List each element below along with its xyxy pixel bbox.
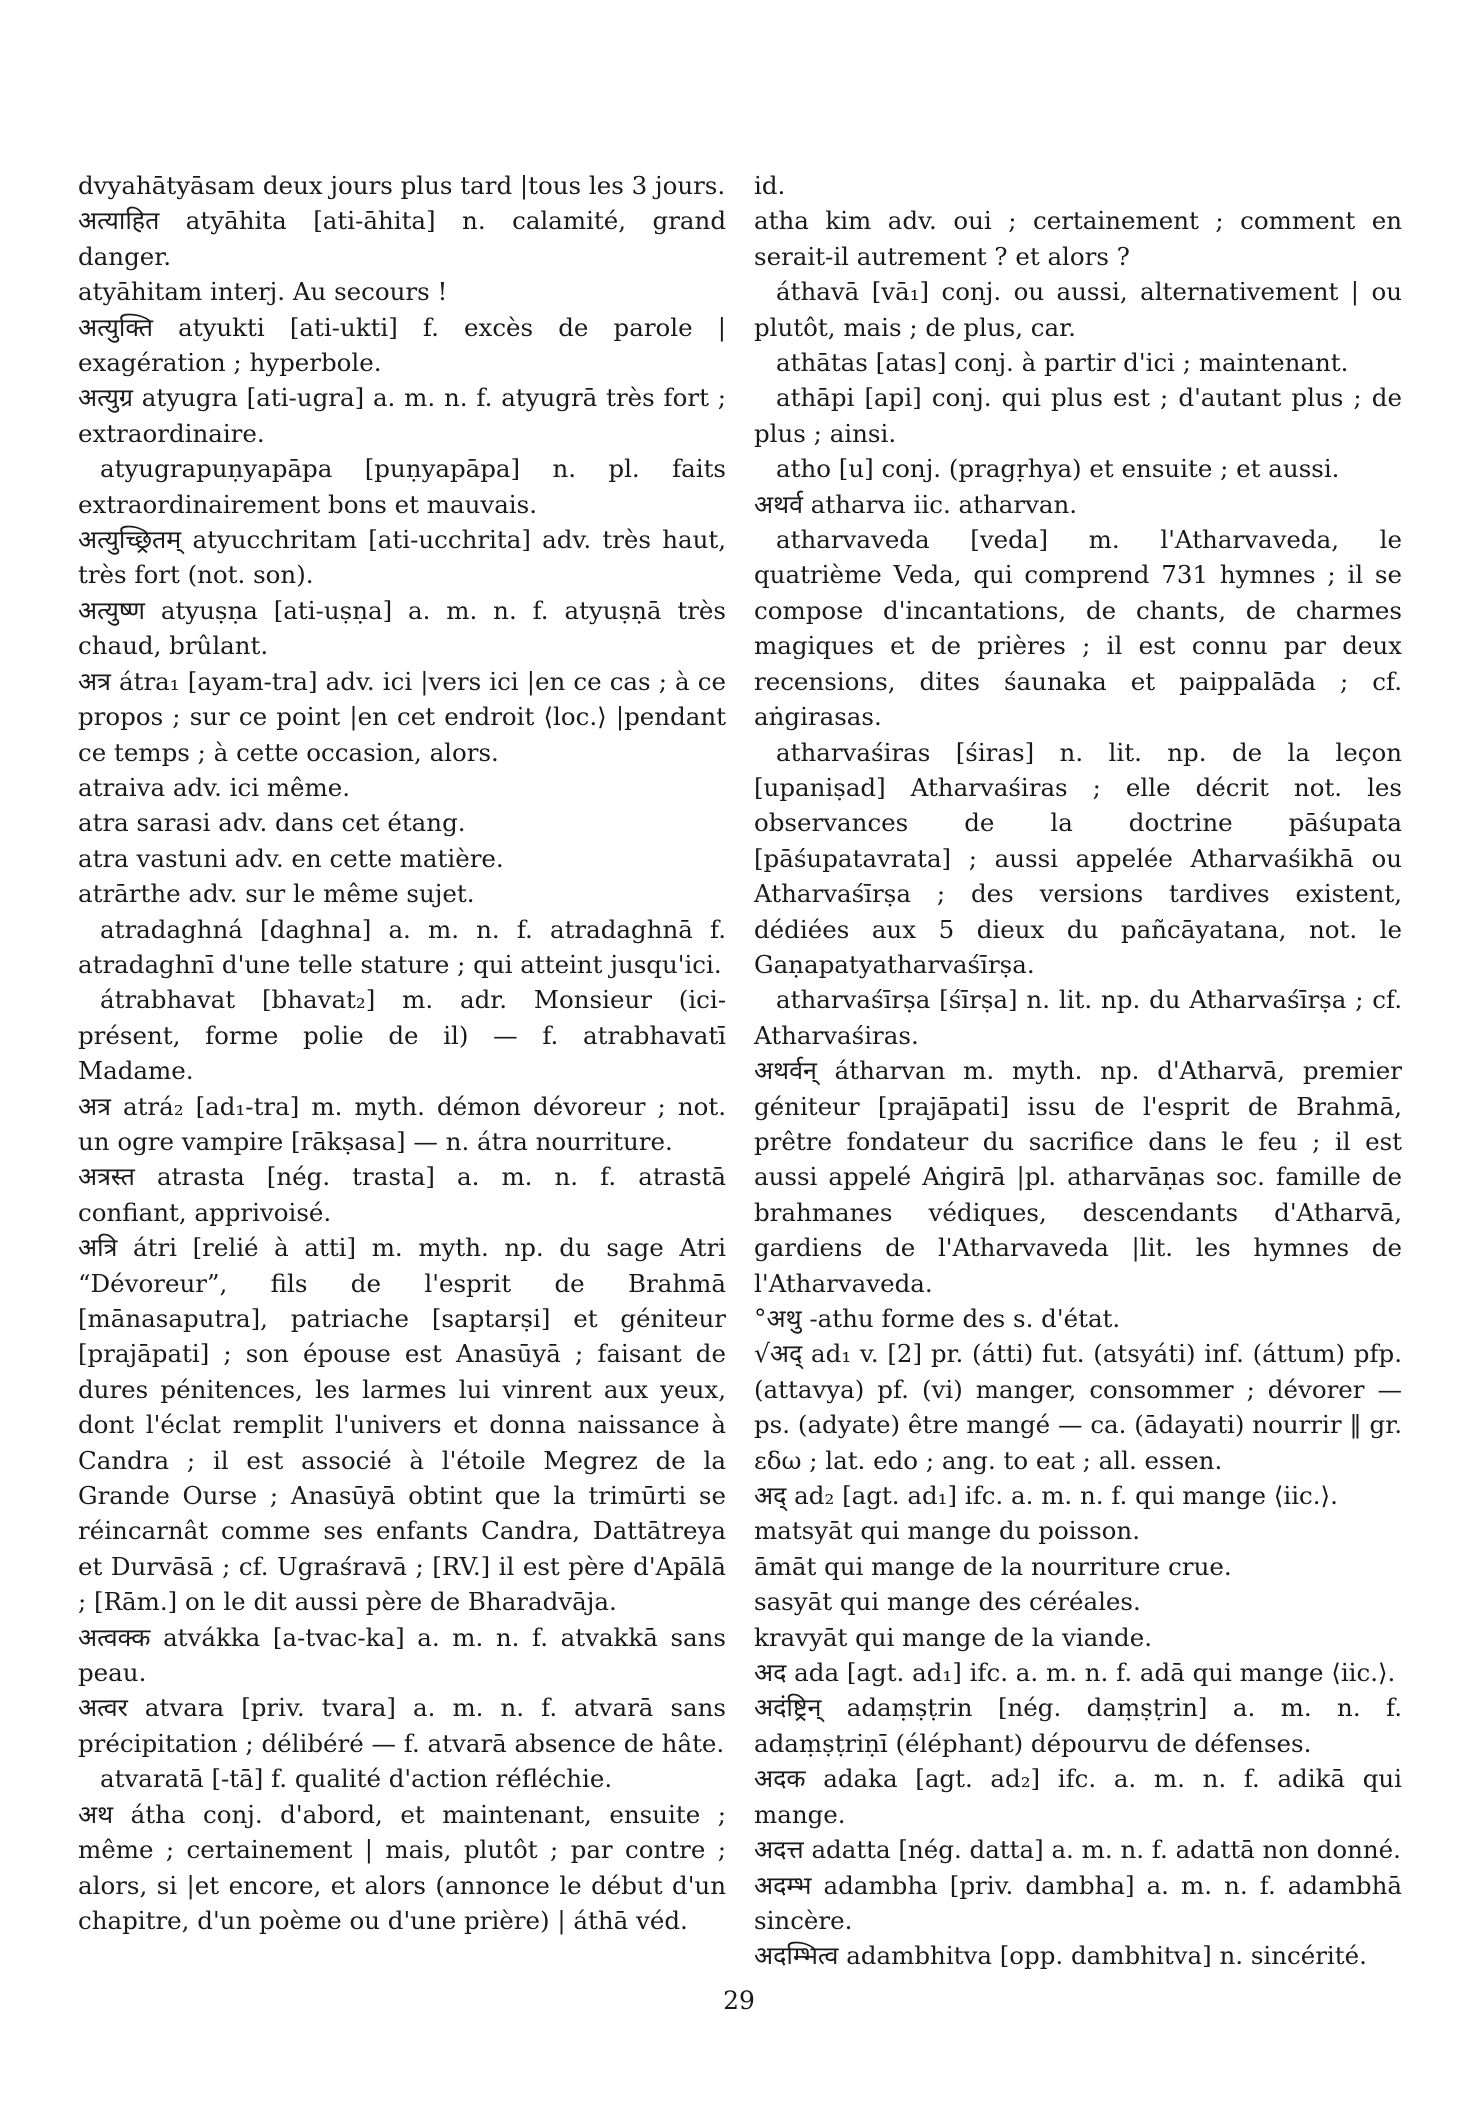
entry-text: átharvan m. myth. np. d'Atharvā, premier géniteur [prajāpati] issu de l'esprit de Brahmā, prêtre fondateur du sacrifice dans le feu ; il est aussi appelé Aṅgirā |pl. atharvāṇas soc. famille de brahmanes védiques, descendants d'Atharvā, gardiens de l'Atharvaveda |lit. les hymnes de l'Atharvaveda. xyxy=(754,1056,1402,1298)
dictionary-entry xyxy=(754,168,1402,203)
devanagari-headword: अद् xyxy=(754,1481,787,1511)
entry-text: id. xyxy=(754,171,786,200)
entry-text: āmāt qui mange de la nourriture crue. xyxy=(754,1551,1232,1581)
dictionary-entry xyxy=(754,1938,1402,1973)
dictionary-entry xyxy=(78,203,726,274)
dictionary-entry xyxy=(754,1478,1402,1513)
entry-text: átha conj. d'abord, et maintenant, ensuite ; même ; certainement | mais, plutôt ; par contre ; alors, si |et encore, et alors (annonce le début d'un chapitre, d'un poème ou d'une prière) | áthā véd. xyxy=(78,1799,726,1935)
entry-text: ada [agt. ad₁] ifc. a. m. n. f. adā qui mange ⟨iic.⟩. xyxy=(786,1658,1396,1688)
dictionary-entry xyxy=(754,1513,1402,1548)
entry-text: atvaratā [-tā] f. qualité d'action réfléchie. xyxy=(100,1764,613,1794)
dictionary-entry xyxy=(78,522,726,593)
dictionary-entry xyxy=(754,1620,1402,1655)
page-number: 29 xyxy=(723,1986,755,2015)
entry-text: ad₁ v. [2] pr. (átti) fut. (atsyáti) inf. (áttum) pfp. (attavya) pf. (vi) manger, consommer ; dévorer — ps. (adyate) être mangé — ca. (ādayati) nourrir ‖ gr. εδω ; lat. edo ; ang. to eat ; all. essen. xyxy=(754,1339,1402,1475)
devanagari-headword: अत्र xyxy=(78,666,111,696)
devanagari-headword: अत्रि xyxy=(78,1233,118,1263)
devanagari-headword: अदम्भ xyxy=(754,1870,812,1900)
dictionary-entry xyxy=(754,1761,1402,1832)
dictionary-entry xyxy=(78,274,726,309)
devanagari-headword: अत्युक्ति xyxy=(78,312,153,342)
entry-text: atrārthe adv. sur le même sujet. xyxy=(78,879,475,909)
dictionary-entry xyxy=(78,841,726,876)
dictionary-entry xyxy=(754,345,1402,380)
entry-text: kravyāt qui mange de la viande. xyxy=(754,1622,1152,1652)
entry-text: atharvaśiras [śiras] n. lit. np. de la leçon [upaniṣad] Atharvaśiras ; elle décrit not. les observances de la doctrine pāśupata [pāśupatavrata] ; aussi appelée Atharvaśikhā ou Atharvaśīrṣa ; des versions tardives existent, dédiées aux 5 dieux du pañcāyatana, not. le Gaṇapatyatharvaśīrṣa. xyxy=(754,737,1402,979)
entry-text: atharvaśīrṣa [śīrṣa] n. lit. np. du Atharvaśīrṣa ; cf. Atharvaśiras. xyxy=(754,985,1402,1050)
dictionary-entry xyxy=(754,451,1402,486)
entry-text: atyucchritam [ati-ucchrita] adv. très haut, très fort (not. son). xyxy=(78,525,726,590)
devanagari-headword: अत्युच्छ्रितम् xyxy=(78,525,182,555)
entry-text: atrasta [nég. trasta] a. m. n. f. atrastā confiant, apprivoisé. xyxy=(78,1162,726,1227)
entry-text: áthavā [vā₁] conj. ou aussi, alternativement | ou plutôt, mais ; de plus, car. xyxy=(754,277,1402,342)
dictionary-entry xyxy=(78,168,726,203)
dictionary-entry xyxy=(78,310,726,381)
dictionary-entry xyxy=(754,1584,1402,1619)
devanagari-headword: अत्रस्त xyxy=(78,1162,135,1192)
entry-text: adambha [priv. dambha] a. m. n. f. adambhā sincère. xyxy=(754,1870,1402,1935)
entry-text: atraiva adv. ici même. xyxy=(78,772,351,802)
entry-text: athātas [atas] conj. à partir d'ici ; maintenant. xyxy=(776,348,1349,378)
dictionary-entry xyxy=(754,522,1402,734)
entry-text: atyāhita [ati-āhita] n. calamité, grand danger. xyxy=(78,206,726,271)
devanagari-headword: अदत्त xyxy=(754,1835,804,1865)
entry-text: athāpi [api] conj. qui plus est ; d'autant plus ; de plus ; ainsi. xyxy=(754,383,1402,448)
dictionary-entry xyxy=(754,487,1402,522)
devanagari-headword: √अद् xyxy=(754,1339,803,1369)
devanagari-headword: अदम्भित्व xyxy=(754,1941,839,1971)
right-column xyxy=(754,168,1402,1988)
dictionary-entry xyxy=(754,735,1402,983)
dictionary-entry xyxy=(78,1159,726,1230)
dictionary-entry xyxy=(754,1655,1402,1690)
dictionary-entry xyxy=(78,770,726,805)
dictionary-entry xyxy=(78,1797,726,1939)
entry-text: atha kim adv. oui ; certainement ; comment en serait-il autrement ? et alors ? xyxy=(754,206,1402,271)
entry-text: átrabhavat [bhavat₂] m. adr. Monsieur (ici-présent, forme polie de il) — f. atrabhavatī Madame. xyxy=(78,985,726,1086)
dictionary-entry xyxy=(754,1868,1402,1939)
dictionary-entry xyxy=(78,1761,726,1796)
entry-text: atra sarasi adv. dans cet étang. xyxy=(78,808,466,838)
entry-text: adambhitva [opp. dambhitva] n. sincérité. xyxy=(838,1941,1367,1971)
entry-text: adatta [nég. datta] a. m. n. f. adattā non donné. xyxy=(803,1835,1401,1865)
dictionary-entry xyxy=(754,1549,1402,1584)
entry-text: atvara [priv. tvara] a. m. n. f. atvarā sans précipitation ; délibéré — f. atvarā absence de hâte. xyxy=(78,1693,726,1758)
entry-text: atyugra [ati-ugra] a. m. n. f. atyugrā très fort ; extraordinaire. xyxy=(78,383,726,448)
entry-text: atradaghná [daghna] a. m. n. f. atradaghnā f. atradaghnī d'une telle stature ; qui atteint jusqu'ici. xyxy=(78,914,726,979)
entry-text: átra₁ [ayam-tra] adv. ici |vers ici |en ce cas ; à ce propos ; sur ce point |en cet endroit ⟨loc.⟩ |pendant ce temps ; à cette occasion, alors. xyxy=(78,666,726,767)
dictionary-entry xyxy=(78,1620,726,1691)
entry-text: atra vastuni adv. en cette matière. xyxy=(78,843,504,873)
dictionary-entry xyxy=(78,1089,726,1160)
entry-text: atrá₂ [ad₁-tra] m. myth. démon dévoreur ; not. un ogre vampire [rākṣasa] — n. átra nourriture. xyxy=(78,1091,726,1156)
devanagari-headword: अत्युष्ण xyxy=(78,595,145,625)
entry-text: atharva iic. atharvan. xyxy=(802,489,1078,519)
dictionary-entry xyxy=(754,274,1402,345)
dictionary-entry xyxy=(78,876,726,911)
entry-text: matsyāt qui mange du poisson. xyxy=(754,1516,1140,1546)
devanagari-headword: अदंष्ट्रिन् xyxy=(754,1693,822,1723)
devanagari-headword: अत्वक्क xyxy=(78,1622,151,1652)
entry-text: dvyahātyāsam deux jours plus tard |tous les 3 jours. xyxy=(78,171,726,200)
dictionary-entry xyxy=(78,982,726,1088)
entry-text: atho [u] conj. (pragṛhya) et ensuite ; et aussi. xyxy=(776,454,1340,484)
devanagari-headword: अथ xyxy=(78,1799,114,1829)
devanagari-headword: अत्याहित xyxy=(78,206,160,236)
dictionary-entry xyxy=(754,1053,1402,1301)
left-column xyxy=(78,168,726,1988)
entry-text: ad₂ [agt. ad₁] ifc. a. m. n. f. qui mange ⟨iic.⟩. xyxy=(786,1481,1338,1511)
dictionary-entry xyxy=(78,664,726,770)
dictionary-entry xyxy=(78,1230,726,1619)
dictionary-entry xyxy=(754,1832,1402,1867)
entry-text: atyugrapuṇyapāpa [puṇyapāpa] n. pl. faits extraordinairement bons et mauvais. xyxy=(78,454,726,519)
devanagari-headword: अत्युग्र xyxy=(78,383,133,413)
devanagari-headword: अद xyxy=(754,1658,787,1688)
dictionary-entry xyxy=(754,380,1402,451)
dictionary-entry xyxy=(78,1690,726,1761)
devanagari-headword: °अथु xyxy=(754,1304,802,1333)
entry-text: atyāhitam interj. Au secours ! xyxy=(78,277,448,307)
devanagari-headword: अथर्व xyxy=(754,489,803,519)
entry-text: sasyāt qui mange des céréales. xyxy=(754,1587,1141,1617)
dictionary-page xyxy=(78,168,1402,1988)
dictionary-entry xyxy=(78,912,726,983)
entry-text: adaka [agt. ad₂] ifc. a. m. n. f. adikā qui mange. xyxy=(754,1764,1402,1829)
entry-text: -athu forme des s. d'état. xyxy=(801,1304,1121,1333)
entry-text: atyukti [ati-ukti] f. excès de parole | exagération ; hyperbole. xyxy=(78,312,726,378)
entry-text: atyuṣṇa [ati-uṣṇa] a. m. n. f. atyuṣṇā très chaud, brûlant. xyxy=(78,595,726,661)
devanagari-headword: अत्र xyxy=(78,1091,111,1121)
entry-text: atvákka [a-tvac-ka] a. m. n. f. atvakkā sans peau. xyxy=(78,1622,726,1688)
dictionary-entry xyxy=(78,380,726,451)
dictionary-entry xyxy=(754,203,1402,274)
dictionary-entry xyxy=(78,805,726,840)
dictionary-entry xyxy=(754,1301,1402,1336)
entry-text: átri [relié à atti] m. myth. np. du sage Atri “Dévoreur”, fils de l'esprit de Brahmā [mānasaputra], patriache [saptarṣi] et géniteur [prajāpati] ; son épouse est Anasūyā ; faisant de dures pénitences, les larmes lui vinrent aux yeux, dont l'éclat remplit l'univers et donna naissance à Candra ; il est associé à l'étoile Megrez de la Grande Ourse ; Anasūyā obtint que la trimūrti se réincarnât comme ses enfants Candra, Dattātreya et Durvāsā ; cf. Ugraśravā ; [RV.] il est père d'Apālā ; [Rām.] on le dit aussi père de Bharadvāja. xyxy=(78,1233,726,1617)
devanagari-headword: अत्वर xyxy=(78,1693,128,1723)
dictionary-entry xyxy=(754,1336,1402,1478)
entry-text: atharvaveda [veda] m. l'Atharvaveda, le quatrième Veda, qui comprend 731 hymnes ; il se compose d'incantations, de chants, de charmes magiques et de prières ; il est connu par deux recensions, dites śaunaka et paippalāda ; cf. aṅgirasas. xyxy=(754,525,1402,732)
dictionary-entry xyxy=(78,451,726,522)
dictionary-entry xyxy=(754,1690,1402,1761)
dictionary-entry xyxy=(78,593,726,664)
entry-text: adaṃṣṭrin [nég. daṃṣṭrin] a. m. n. f. adaṃṣṭriṇī (éléphant) dépourvu de défenses. xyxy=(754,1693,1402,1758)
devanagari-headword: अदक xyxy=(754,1764,806,1794)
dictionary-entry xyxy=(754,982,1402,1053)
devanagari-headword: अथर्वन् xyxy=(754,1056,817,1086)
